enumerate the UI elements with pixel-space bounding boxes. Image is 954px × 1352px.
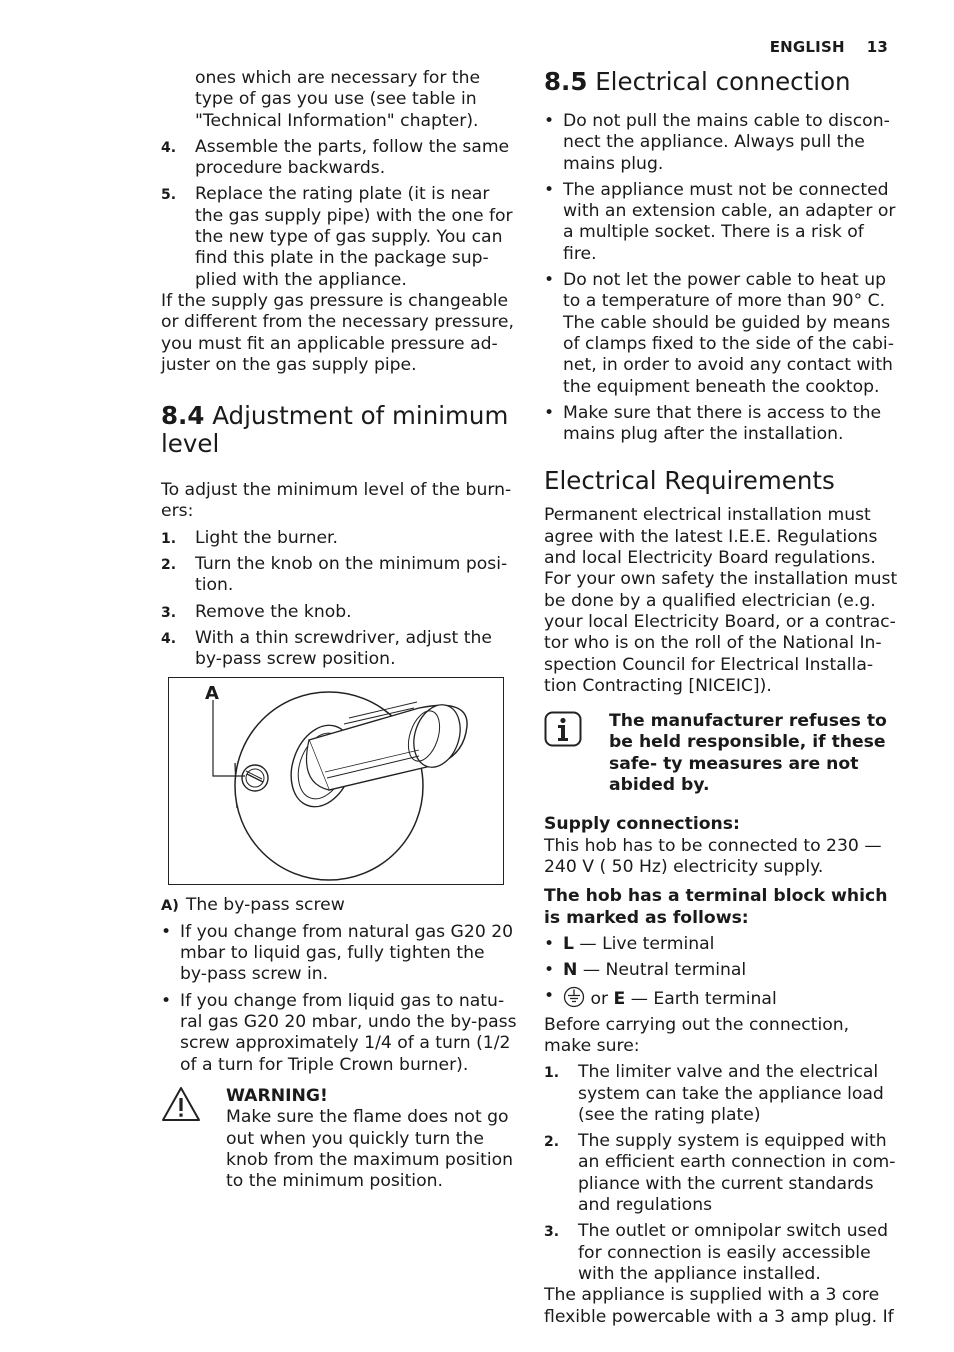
step-item [544,1131,900,1216]
terminal-key: N [563,960,578,981]
supply-text: This hob has to be connected to 230 — 240 V ( 50 Hz) electricity supply. [544,835,882,877]
step-item [161,602,517,623]
terminal-text: — Earth terminal [625,989,777,1010]
electrical-requirements-heading: Electrical Requirements [544,466,835,496]
step-number: 1. [161,530,177,547]
step-text: Assemble the parts, follow the same procedure backwards. [195,136,510,179]
figure-legend [161,895,517,917]
right-column [544,68,900,1328]
bullet-item [161,922,517,986]
bullet-dot: • [544,111,555,131]
step-item [161,554,517,597]
section-heading-8-4 [161,402,517,458]
bullet-item [544,111,900,175]
bullet-text: Do not let the power cable to heat up to a temperature of more than 90° C. The cable should be guided by means of clamps fixed to the side of the cabi- net, in order to avoid any contact with the equipment beneath the cooktop. [563,270,894,397]
step-text: Turn the knob on the minimum posi- tion. [195,554,508,596]
bullet-text: The appliance must not be connected with an extension cable, an adapter or a multiple socket. There is a risk of fire. [563,179,896,264]
bullet-dot: • [544,270,555,291]
step-number: 5. [161,187,177,204]
terminal-heading: The hob has a terminal block which is marked as follows: [544,886,888,928]
warning-triangle-icon [161,1086,201,1128]
bypass-screw-figure [168,677,504,885]
section-title: Adjustment of minimum level [161,401,509,459]
info-box [544,711,900,796]
step-item [161,628,517,671]
bullet-item [544,403,900,446]
section-title: Electrical connection [595,67,851,96]
figure-label: A [205,682,219,704]
warning-text: Make sure the flame does not go out when you quickly turn the knob from the maximum position to the minimum position. [226,1107,514,1192]
step-number: 1. [544,1065,560,1082]
step-text: With a thin screwdriver, adjust the by-pass screw position. [195,627,492,670]
page-number: 13 [866,38,888,56]
step-number: 2. [544,1134,560,1151]
step-text: The outlet or omnipolar switch used for connection is easily accessible with the appliance installed. [578,1221,889,1284]
step-number: 4. [161,630,177,647]
bullet-item [544,270,900,398]
terminal-text: — Live terminal [573,933,715,954]
step-number: 3. [544,1224,560,1241]
bullet-dot: • [544,179,555,200]
warning-box [161,1086,517,1192]
bullet-item [544,180,900,265]
final-text: The appliance is supplied with a 3 core flexible powercable with a 3 amp plug. If [544,1285,894,1327]
requirements-paragraph: Permanent electrical installation must agree with the latest I.E.E. Regulations and local Electricity Board regulations. For your own safety the installation must be done by a qualified electrician (e.g. your local Electricity Board, or a contrac- tor who is on the roll of the National In- spection Council for Electrical Installa- tion Contracting [NICEIC]). [544,505,898,696]
bullet-dot: • [544,402,555,423]
bullet-dot: • [544,960,555,981]
step-item [544,1221,900,1285]
bullet-text: If you change from liquid gas to natu- ral gas G20 20 mbar, undo the by-pass screw approximately 1/4 of a turn (1/2 of a turn for Triple Crown burner). [180,990,517,1075]
terminal-key: L [563,933,574,954]
terminal-text: — Neutral terminal [577,960,747,981]
step-text: Light the burner. [195,527,339,548]
step-text: Replace the rating plate (it is near the gas supply pipe) with the one for the new type of gas supply. You can find this plate in the package sup- plied with the appliance. [195,184,513,290]
warning-title: WARNING! [226,1085,328,1106]
bullet-dot: • [161,990,172,1011]
left-column [161,68,517,1192]
section-number: 8.4 [161,401,205,431]
bullet-dot: • [544,986,555,1007]
terminal-key: E [613,989,626,1010]
supply-heading: Supply connections: [544,814,740,835]
step-text: Remove the knob. [195,601,352,622]
section-heading-8-5 [544,68,900,96]
earth-symbol-icon [563,986,585,1014]
bullet-item [544,934,900,955]
page-header [770,38,888,56]
legend-key: A) [161,897,179,914]
info-icon [544,711,582,753]
step-item [161,184,517,290]
bullet-item [544,960,900,981]
bullet-text: Make sure that there is access to the mains plug after the installation. [563,402,882,445]
step-text: The limiter valve and the electrical system can take the appliance load (see the rating plate) [578,1062,884,1125]
bullet-item [544,986,900,1014]
bullet-dot: • [161,921,172,942]
legend-text: The by-pass screw [185,894,345,915]
step-item [161,137,517,180]
earth-or: or [585,989,614,1010]
continuation-text: ones which are necessary for the type of gas you use (see table in "Technical Information" chapter). [195,68,481,131]
bullet-text: Do not pull the mains cable to discon- nect the appliance. Always pull the mains plug. [563,111,890,174]
before-text: Before carrying out the connection, make sure: [544,1014,850,1056]
step-number: 3. [161,604,177,621]
step-item [161,528,517,549]
burner-knob-illustration [169,678,503,884]
info-text: The manufacturer refuses to be held responsible, if these safe- ty measures are not abided by. [609,711,887,796]
step-item [544,1062,900,1126]
bullet-text: If you change from natural gas G20 20 mbar to liquid gas, fully tighten the by-pass screw in. [180,921,514,985]
bullet-item [161,991,517,1076]
step-number: 2. [161,557,177,574]
pressure-paragraph: If the supply gas pressure is changeable or different from the necessary pressure, you must fit an applicable pressure ad- juster on the gas supply pipe. [161,290,514,375]
section-number: 8.5 [544,67,588,96]
header-language: ENGLISH [769,38,845,56]
step-number: 4. [161,139,177,156]
step-text: The supply system is equipped with an efficient earth connection in com- pliance with the current standards and regulations [578,1131,896,1216]
adjust-intro: To adjust the minimum level of the burn- ers: [161,480,512,522]
bullet-dot: • [544,933,555,954]
